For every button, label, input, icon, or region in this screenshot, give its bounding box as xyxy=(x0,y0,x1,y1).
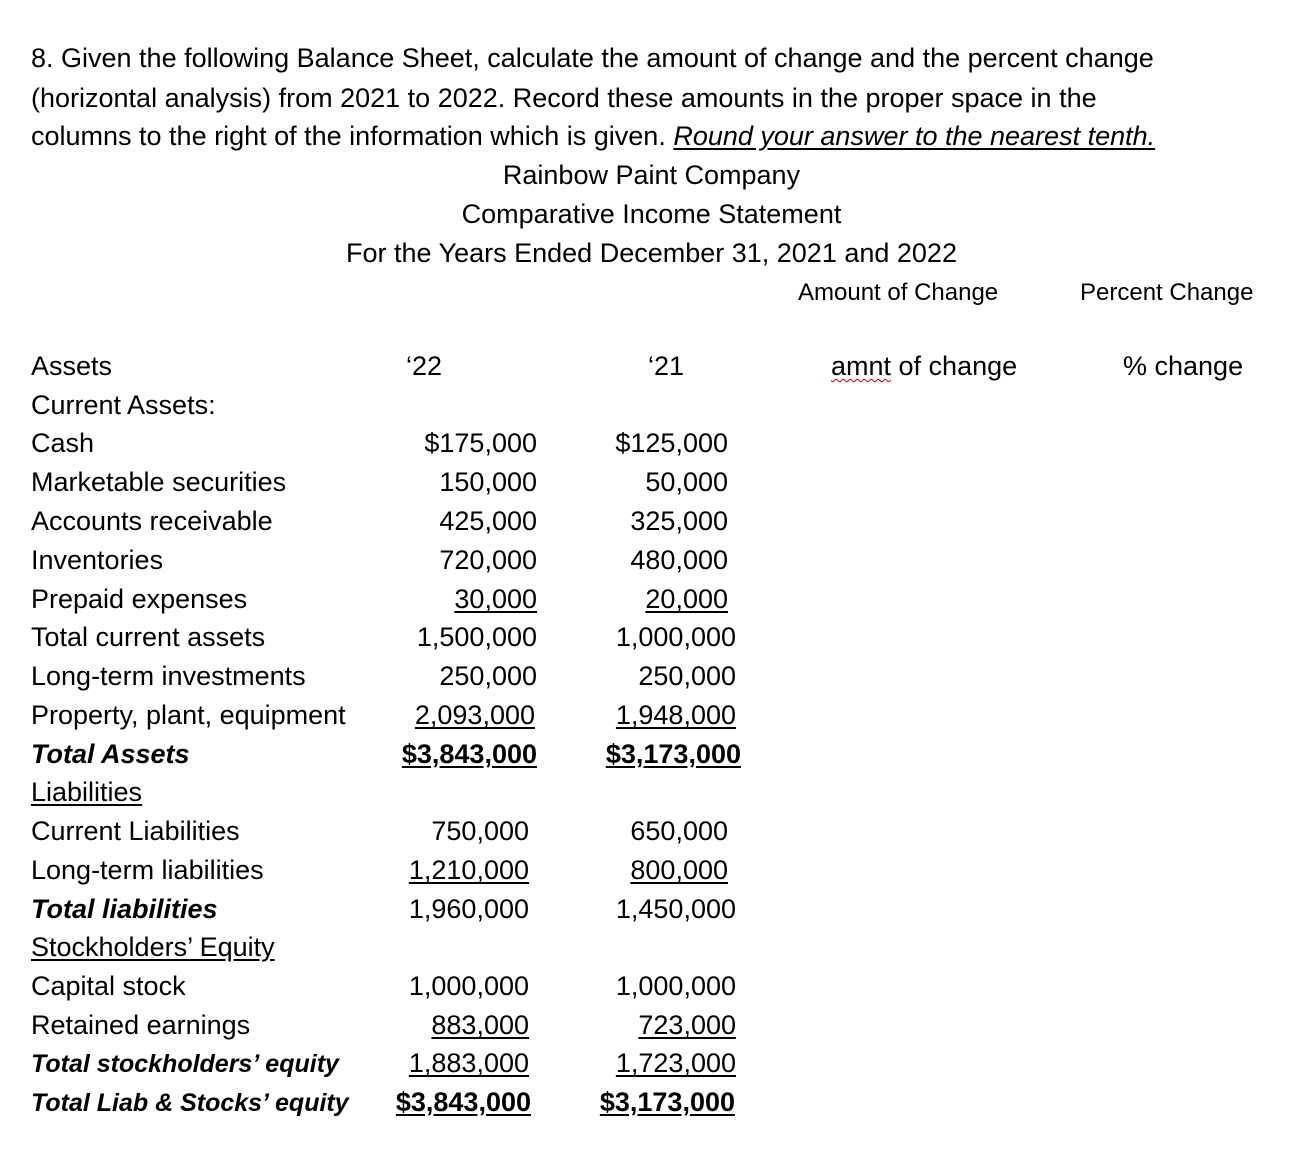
company-name: Rainbow Paint Company xyxy=(502,160,801,190)
amount-change-header: Amount of Change xyxy=(798,279,999,306)
prepaid-2021: 20,000 xyxy=(645,584,728,614)
question-line-3-text: columns to the right of the information which is given. xyxy=(31,121,674,151)
total-liab-2022: 1,960,000 xyxy=(408,894,529,924)
of-change-word: of change xyxy=(891,351,1018,381)
row-label-marketable: Marketable securities xyxy=(31,467,287,497)
year-2022-header: ‘22 xyxy=(406,351,443,381)
amnt-word: amnt xyxy=(831,351,892,381)
total-current-2021: 1,000,000 xyxy=(615,622,736,652)
receivable-2021: 325,000 xyxy=(630,506,728,536)
row-label-total-liab: Total liabilities xyxy=(31,894,218,924)
row-label-current-liab: Current Liabilities xyxy=(31,816,240,846)
current-assets-heading: Current Assets: xyxy=(31,390,216,420)
total-liab-2021: 1,450,000 xyxy=(615,894,736,924)
current-liab-2021: 650,000 xyxy=(630,816,728,846)
ppe-2022: 2,093,000 xyxy=(414,700,535,730)
lt-investments-2021: 250,000 xyxy=(638,661,736,691)
row-label-prepaid: Prepaid expenses xyxy=(31,584,248,614)
year-2021-header: ‘21 xyxy=(648,351,685,381)
statement-period: For the Years Ended December 31, 2021 and 2022 xyxy=(346,238,957,268)
rounding-instruction: Round your answer to the nearest tenth. xyxy=(673,121,1156,151)
row-label-total-assets: Total Assets xyxy=(31,739,190,769)
total-equity-2021: 1,723,000 xyxy=(615,1048,736,1078)
statement-title: Comparative Income Statement xyxy=(461,199,842,229)
row-label-retained: Retained earnings xyxy=(31,1010,251,1040)
question-line-3 xyxy=(31,123,1155,150)
lt-liab-2022: 1,210,000 xyxy=(408,855,529,885)
retained-2021: 723,000 xyxy=(638,1010,736,1040)
row-label-inventories: Inventories xyxy=(31,545,164,575)
inventories-2022: 720,000 xyxy=(439,545,537,575)
total-equity-2022: 1,883,000 xyxy=(408,1048,529,1078)
question-line-2: (horizontal analysis) from 2021 to 2022. Record these amounts in the proper space in the xyxy=(31,83,1097,113)
pct-change-column: % change xyxy=(1123,351,1244,381)
total-assets-2021: $3,173,000 xyxy=(605,739,741,769)
percent-change-header: Percent Change xyxy=(1080,279,1254,306)
marketable-2021: 50,000 xyxy=(645,467,728,497)
capital-2022: 1,000,000 xyxy=(408,971,529,1001)
total-assets-2022: $3,843,000 xyxy=(401,739,537,769)
row-label-lt-liab: Long-term liabilities xyxy=(31,855,264,885)
liabilities-heading: Liabilities xyxy=(31,777,143,807)
row-label-receivable: Accounts receivable xyxy=(31,506,273,536)
row-label-ppe: Property, plant, equipment xyxy=(31,700,346,730)
cash-2022: $175,000 xyxy=(424,428,537,458)
total-current-2022: 1,500,000 xyxy=(416,622,537,652)
question-line-1: 8. Given the following Balance Sheet, calculate the amount of change and the percent change xyxy=(31,43,1154,73)
lt-investments-2022: 250,000 xyxy=(439,661,537,691)
total-liab-equity-2021: $3,173,000 xyxy=(599,1087,735,1117)
retained-2022: 883,000 xyxy=(431,1010,529,1040)
row-label-capital: Capital stock xyxy=(31,971,186,1001)
capital-2021: 1,000,000 xyxy=(615,971,736,1001)
row-label-total-equity: Total stockholders’ equity xyxy=(31,1050,339,1078)
lt-liab-2021: 800,000 xyxy=(630,855,728,885)
inventories-2021: 480,000 xyxy=(630,545,728,575)
prepaid-2022: 30,000 xyxy=(454,584,537,614)
marketable-2022: 150,000 xyxy=(439,467,537,497)
row-label-total-current: Total current assets xyxy=(31,622,266,652)
receivable-2022: 425,000 xyxy=(439,506,537,536)
row-label-lt-investments: Long-term investments xyxy=(31,661,306,691)
total-liab-equity-2022: $3,843,000 xyxy=(395,1087,531,1117)
amnt-of-change-column xyxy=(831,353,1017,380)
row-label-total-liab-equity: Total Liab & Stocks’ equity xyxy=(31,1089,349,1117)
row-label-cash: Cash xyxy=(31,428,95,458)
current-liab-2022: 750,000 xyxy=(431,816,529,846)
ppe-2021: 1,948,000 xyxy=(615,700,736,730)
equity-heading: Stockholders’ Equity xyxy=(31,932,275,962)
assets-heading: Assets xyxy=(31,351,113,381)
cash-2021: $125,000 xyxy=(615,428,728,458)
